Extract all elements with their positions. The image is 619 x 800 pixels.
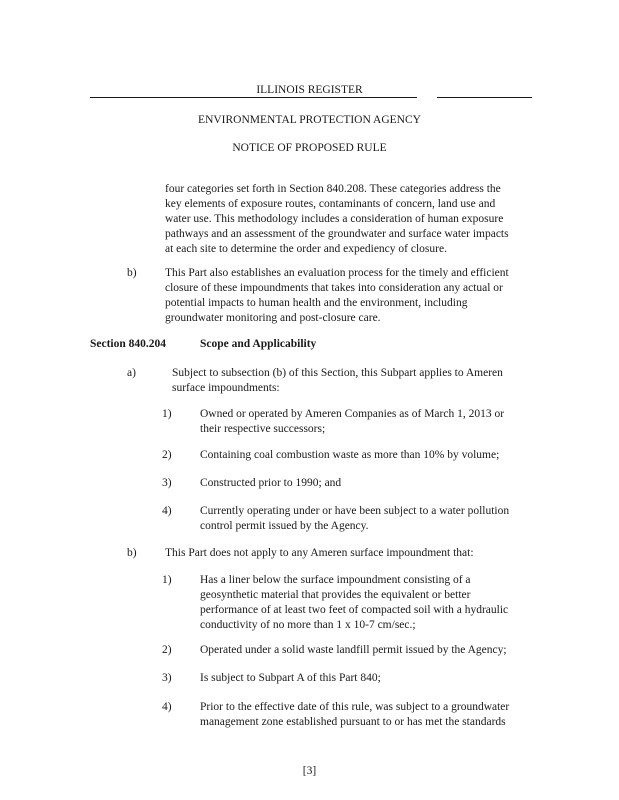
page-number: [3] [302,765,317,777]
sub-b-item-1-text [200,573,508,633]
sub-b-item-line: Operated under a solid waste landfill permit issued by the Agency; [200,644,507,656]
sub-a-item-3-text [200,476,341,491]
sub-a-item-line: Owned or operated by Ameren Companies as of March 1, 2013 or [200,408,505,420]
sub-a-item-line: Containing coal combustion waste as more than 10% by volume; [200,449,500,461]
section-title: Scope and Applicability [200,338,317,350]
sub-b-item-line: Has a liner below the surface impoundment consisting of a [200,574,471,586]
sub-a-label: a) [127,367,136,379]
sub-a-item-line: control permit issued by the Agency. [200,520,369,532]
sub-b-item-2-text [200,643,507,658]
intro-line: water use. This methodology includes a consideration of human exposure [165,213,504,225]
sub-b-item-4-label: 4) [162,701,172,713]
sub-b-item-line: geosynthetic material that provides the equivalent or better [200,589,471,601]
sub-b-item-3-text [200,671,381,686]
sub-b-item-line: conductivity of no more than 1 x 10-7 cm/sec.; [200,619,416,631]
sub-a-item-3-label: 3) [162,477,172,489]
sub-b-text [165,546,474,561]
sub-a-item-line: Constructed prior to 1990; and [200,477,342,489]
sub-a-item-1-label: 1) [162,408,172,420]
register-title: ILLINOIS REGISTER [256,84,363,96]
para-b1-text [165,266,509,326]
sub-b-item-3-label: 3) [162,672,172,684]
sub-b-item-2-label: 2) [162,644,172,656]
sub-a-item-2-label: 2) [162,449,172,461]
section-number: Section 840.204 [90,338,167,350]
para-b1-line: closure of these impoundments that takes into consideration any actual or [165,282,503,294]
agency-title: ENVIRONMENTAL PROTECTION AGENCY [198,114,421,126]
para-b1-line: This Part also establishes an evaluation process for the timely and efficient [165,267,509,279]
sub-b-item-4-text [200,700,509,730]
sub-a-item-line: Currently operating under or have been subject to a water pollution [200,505,510,517]
sub-a-text [172,366,503,396]
para-b1-line: groundwater monitoring and post-closure care. [165,312,381,324]
intro-line: key elements of exposure routes, contaminants of concern, land use and [165,198,496,210]
notice-title: NOTICE OF PROPOSED RULE [232,142,387,154]
sub-b-label: b) [127,547,137,559]
intro-paragraph [165,182,509,257]
sub-b-line: This Part does not apply to any Ameren surface impoundment that: [165,547,474,559]
sub-a-item-4-label: 4) [162,505,172,517]
sub-a-line: surface impoundments: [172,382,280,394]
sub-b-item-line: performance of at least two feet of compacted soil with a hydraulic [200,604,509,616]
sub-a-item-1-text [200,407,504,437]
sub-a-line: Subject to subsection (b) of this Section, this Subpart applies to Ameren [172,367,503,379]
sub-a-item-2-text [200,448,499,463]
header-rule-right [437,97,532,98]
sub-b-item-line: management zone established pursuant to or has met the standards [200,716,506,728]
intro-line: four categories set forth in Section 840.208. These categories address the [165,183,501,195]
para-b1-label: b) [127,267,137,279]
sub-b-item-line: Is subject to Subpart A of this Part 840; [200,672,381,684]
header-rule-left [90,97,417,98]
sub-b-item-line: Prior to the effective date of this rule, was subject to a groundwater [200,701,510,713]
intro-line: pathways and an assessment of the groundwater and surface water impacts [165,228,509,240]
sub-a-item-line: their respective successors; [200,423,326,435]
sub-a-item-4-text [200,504,509,534]
intro-line: at each site to determine the order and expediency of closure. [165,243,447,255]
para-b1-line: potential impacts to human health and the environment, including [165,297,468,309]
sub-b-item-1-label: 1) [162,574,172,586]
